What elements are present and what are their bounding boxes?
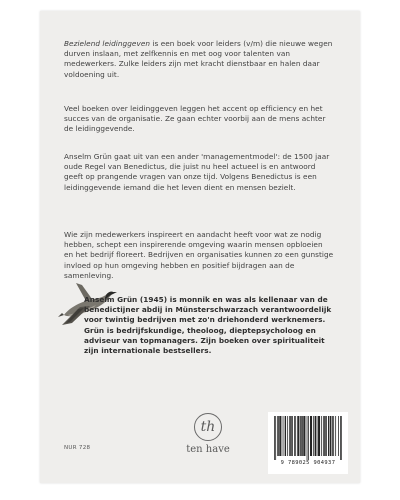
barcode-bar	[333, 416, 334, 456]
author-bio: Anselm Grün (1945) is monnik en was als kellenaar van de benedictijner abdij in Münsterschwarzach verantwoordelijk voor twintig bedrijven met zo'n driehonderd werknemers. Grün is bedrijfskundige, theoloog, dieptepsycholoog en adviseur van topmanagers. Zijn boeken over spiritualiteit zijn internationale bestsellers.	[84, 295, 332, 356]
barcode-bar	[319, 416, 320, 456]
barcode-bar	[292, 416, 293, 456]
barcode-bar	[331, 416, 332, 456]
barcode-bar	[315, 416, 316, 456]
barcode-bar	[280, 416, 281, 456]
barcode-bar	[301, 416, 302, 456]
barcode-bar	[274, 416, 275, 460]
barcode-bar	[290, 416, 291, 456]
barcode-bar	[325, 416, 326, 456]
barcode-bar	[289, 416, 290, 456]
book-back-cover	[40, 11, 360, 483]
barcode-bar	[323, 416, 324, 456]
blurb-paragraph-4: Wie zijn medewerkers inspireert en aandacht heeft voor wat ze nodig hebben, schept een inspirerende omgeving waarin mensen opbloeien en het bedrijf floreert. Bedrijven en organisaties kunnen zo een gunstige invloed op hun omgeving hebben en positief bijdragen aan de samenleving.	[64, 230, 334, 280]
barcode-bar	[313, 416, 314, 456]
publisher-name: ten have	[186, 444, 230, 455]
barcode-bar	[302, 416, 303, 456]
barcode-bar	[287, 416, 288, 456]
book-title-italic: Bezielend leidinggeven	[64, 39, 151, 48]
barcode-bar	[321, 416, 322, 456]
blurb-paragraph-1	[64, 39, 334, 80]
publisher-logo	[186, 413, 230, 473]
barcode-bar	[303, 416, 304, 456]
barcode-bar	[275, 416, 276, 460]
barcode-bar	[285, 416, 286, 456]
barcode-bar	[297, 416, 298, 456]
barcode-bars-icon	[274, 416, 342, 460]
barcode-bar	[311, 416, 312, 456]
nur-code: NUR 728	[64, 445, 91, 451]
barcode-bar	[307, 416, 308, 460]
barcode-bar	[298, 416, 299, 456]
barcode-bar	[305, 416, 306, 456]
barcode-bar	[338, 416, 339, 456]
barcode-bar	[335, 416, 336, 456]
barcode-bar	[318, 416, 319, 456]
barcode-bar	[311, 416, 312, 456]
barcode-bar	[278, 416, 279, 456]
barcode-bar	[277, 416, 278, 456]
barcode-bar	[291, 416, 292, 456]
barcode-bar	[332, 416, 333, 456]
barcode-bar	[340, 416, 341, 460]
barcode-bar	[281, 416, 282, 456]
barcode-bar	[324, 416, 325, 456]
barcode-bar	[285, 416, 286, 456]
barcode-bar	[300, 416, 301, 456]
barcode-bar	[283, 416, 284, 456]
isbn-number: 9 789025 904937	[280, 460, 336, 466]
barcode-bar	[330, 416, 331, 456]
barcode-bar	[328, 416, 329, 456]
barcode-bar	[317, 416, 318, 456]
barcode-bar	[294, 416, 295, 456]
barcode-bar	[304, 416, 305, 456]
barcode-bar	[319, 416, 320, 456]
blurb-paragraph-1-text: is een boek voor leiders (v/m) die nieuwe wegen durven inslaan, met zelfkennis en met oog voor talenten van medewerkers. Zulke leiders zijn met kracht dienstbaar en halen daar voldoening uit.	[64, 39, 333, 79]
barcode-bar	[299, 416, 300, 456]
isbn-barcode	[268, 412, 348, 474]
barcode-bar	[295, 416, 296, 456]
barcode-bar	[308, 416, 309, 460]
barcode-bar	[279, 416, 280, 456]
barcode-bar	[329, 416, 330, 456]
blurb-paragraph-3: Anselm Grün gaat uit van een ander 'managementmodel': de 1500 jaar oude Regel van Benedictus, die juist nu heel actueel is en antwoord geeft op prangende vragen van onze tijd. Volgens Benedictus is een leidinggevende iemand die het leven dient en mensen bezielt.	[64, 152, 330, 192]
barcode-bar	[310, 416, 311, 456]
publisher-monogram-icon: th	[194, 413, 222, 441]
barcode-bar	[341, 416, 342, 460]
blurb-paragraph-2: Veel boeken over leidinggeven leggen het accent op efficiency en het succes van de organisatie. Ze gaan echter voorbij aan de mens achter de leidinggevende.	[64, 104, 326, 134]
barcode-bar	[315, 416, 316, 456]
barcode-bar	[326, 416, 327, 456]
